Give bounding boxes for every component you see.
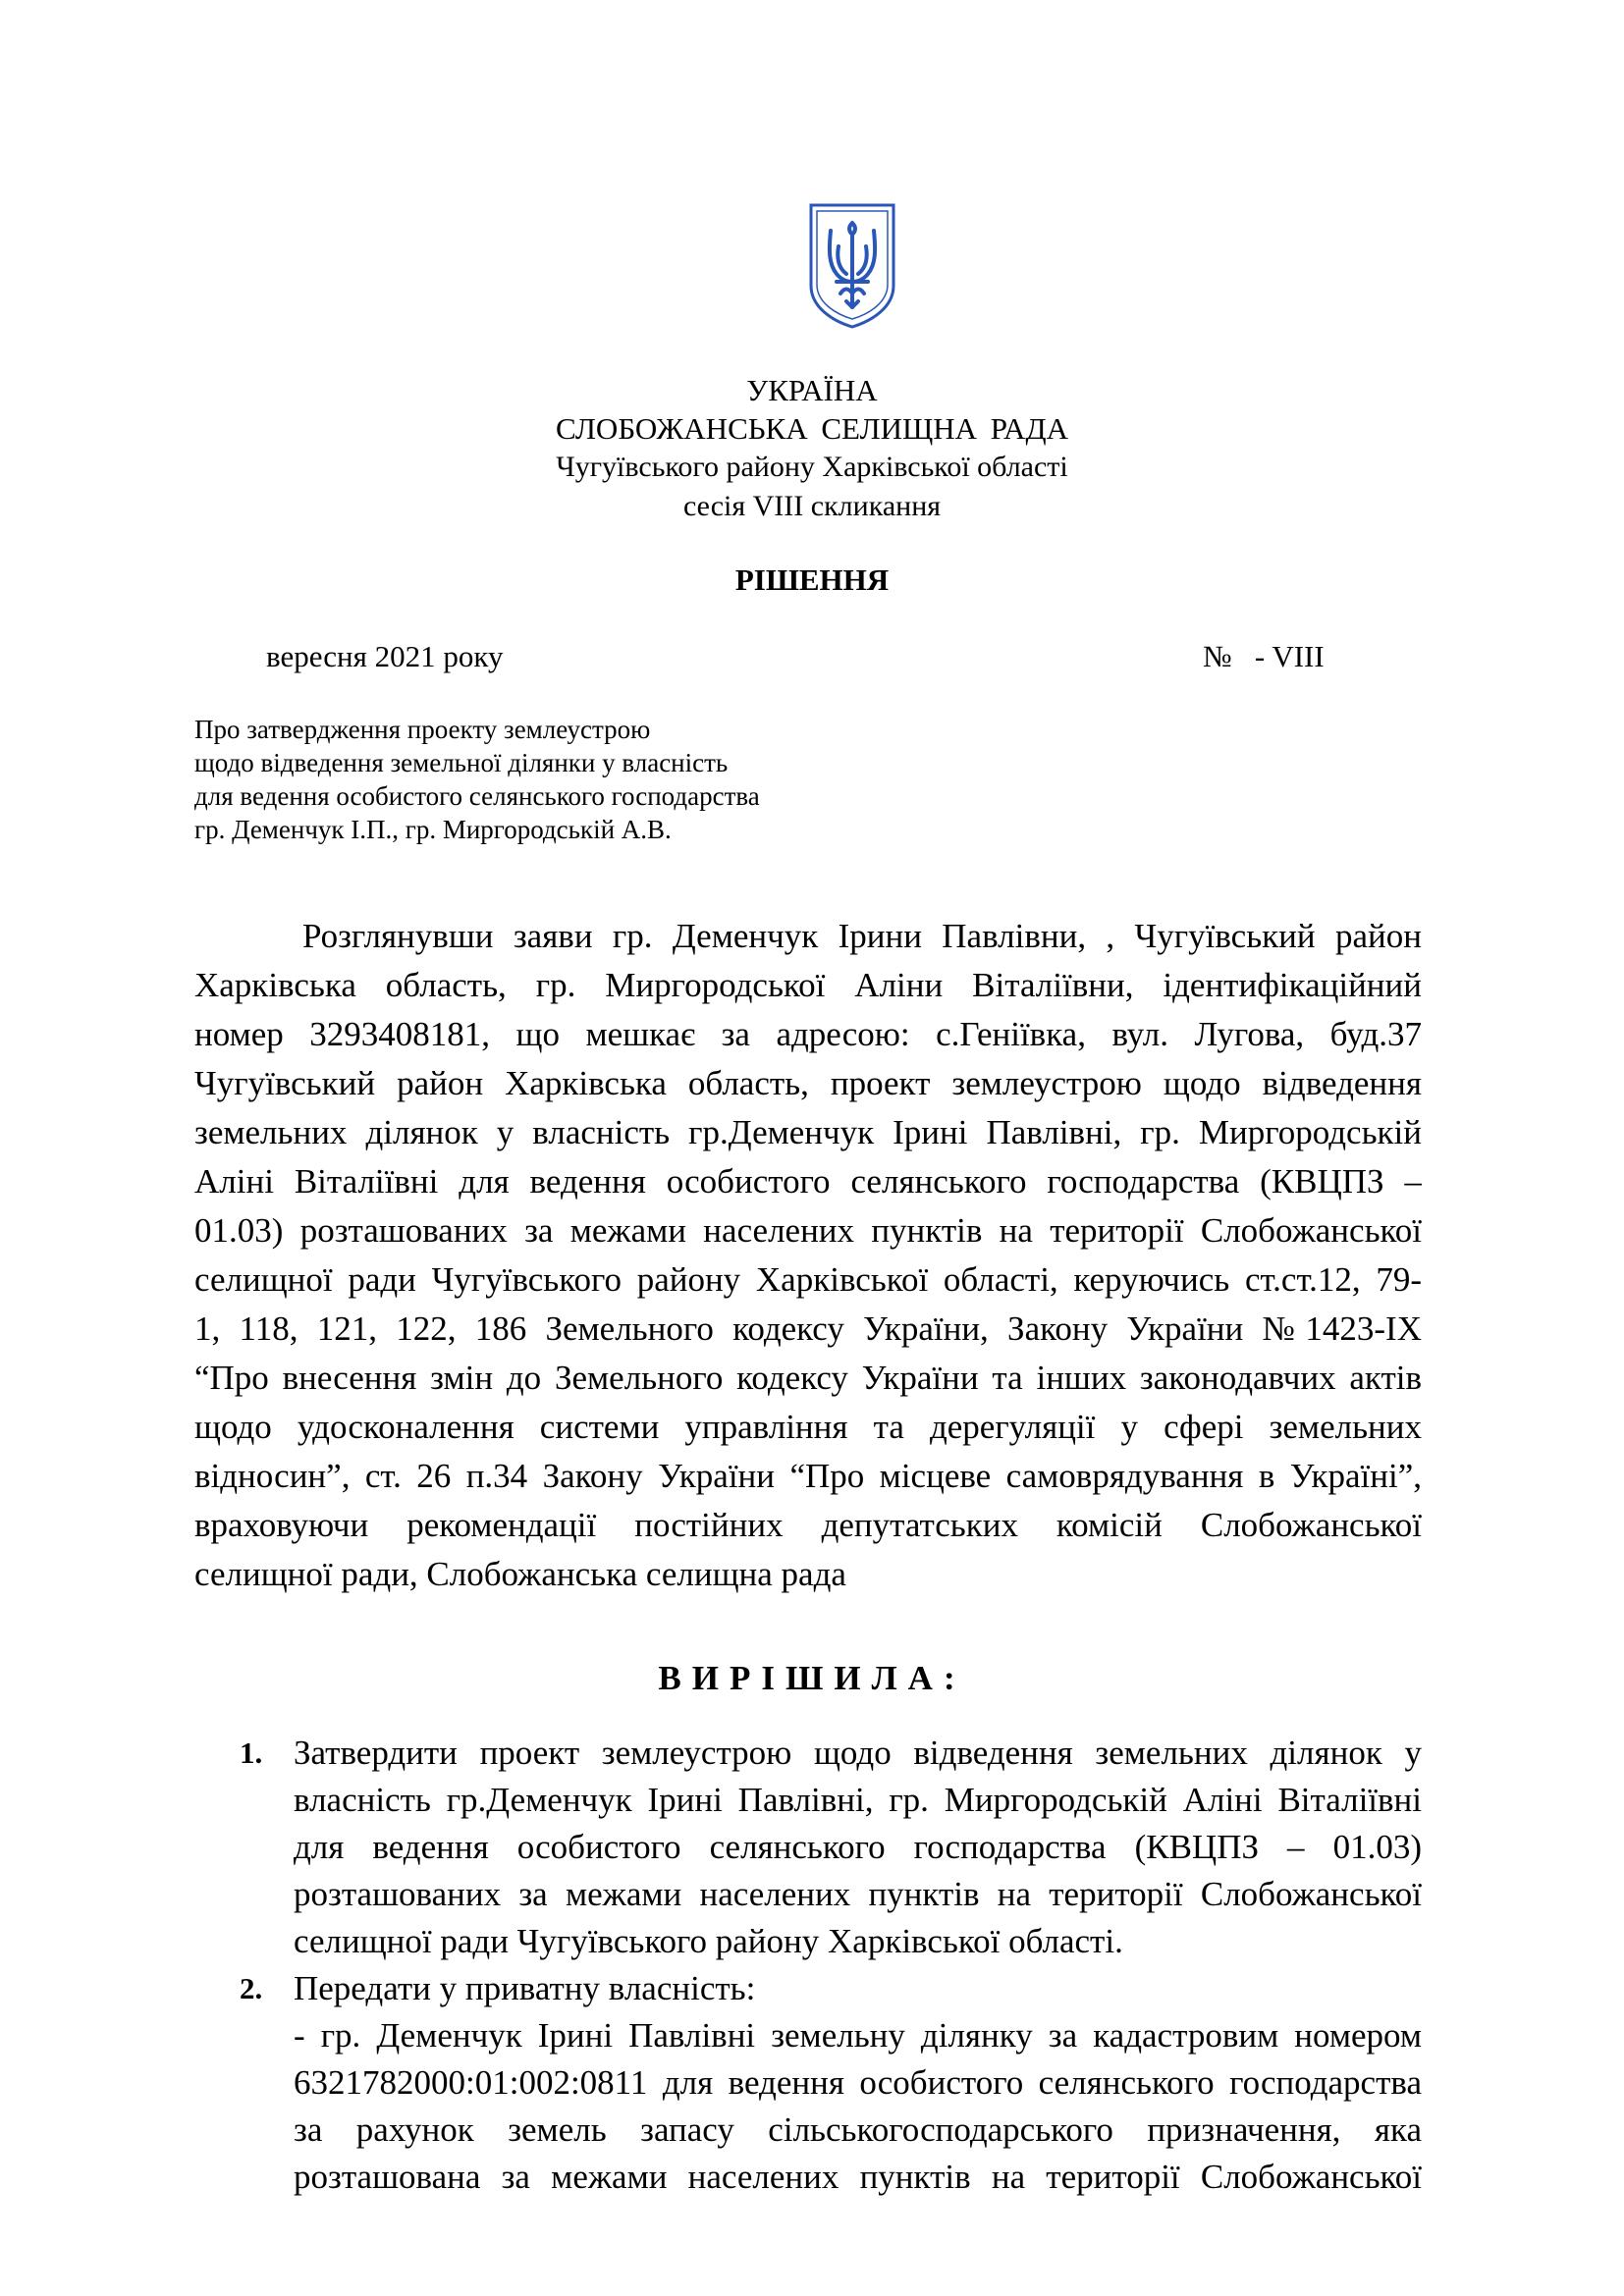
decision-items [240, 1730, 1422, 2201]
preamble-line: Чугуївський район Харківська область, проект землеустрою щодо відведення [194, 1064, 1422, 1102]
country-name: УКРАЇНА [746, 373, 878, 407]
coat-of-arms-icon [807, 201, 897, 330]
subject-line: для ведення особистого селянського господарства [194, 781, 760, 811]
council-name: СЛОБОЖАНСЬКА СЕЛИЩНА РАДА [556, 411, 1068, 446]
item-line: Затвердити проект землеустрою щодо відведення земельних ділянок у [294, 1734, 1422, 1772]
preamble-line: Харківська область, гр. Миргородської Аліни Віталіївни, ідентифікаційний [194, 966, 1422, 1004]
item-number: 1. [240, 1735, 263, 1770]
preamble-line: селищної ради Чугуївського району Харківської області, керуючись ст.ст.12, 79- [194, 1260, 1422, 1299]
item-line: розташованих за межами населених пунктів на території Слобожанської [294, 1875, 1422, 1913]
session-info: сесія VIII скликання [682, 490, 942, 522]
item-line: розташована за межами населених пунктів на території Слобожанської [294, 2158, 1422, 2196]
preamble-line: щодо удосконалення системи управління та дерегуляції у сфері земельних [194, 1408, 1422, 1446]
decision-item [240, 1730, 1422, 1965]
document-title: РІШЕННЯ [734, 562, 890, 597]
preamble-line: номер 3293408181, що мешкає за адресою: с.Геніївка, вул. Лугова, буд.37 [194, 1015, 1422, 1053]
preamble-line: Розглянувши заяви гр. Деменчук Ірини Павлівни, , Чугуївський район [302, 917, 1422, 955]
preamble-line: 1, 118, 121, 122, 186 Земельного кодексу України, Закону України №1423-IX [194, 1309, 1422, 1348]
preamble-line: “Про внесення змін до Земельного кодексу України та інших законодавчих актів [194, 1359, 1422, 1397]
preamble-paragraph [194, 912, 1422, 1599]
decision-item [240, 1965, 1422, 2201]
item-line: власність гр.Деменчук Ірині Павлівні, гр. Миргородській Аліні Віталіївні [294, 1781, 1422, 1819]
district-name: Чугуївського району Харківської області [556, 451, 1068, 483]
preamble-line: земельних ділянок у власність гр.Деменчук Ірині Павлівні, гр. Миргородській [194, 1113, 1422, 1151]
subject-line: Про затвердження проекту землеустрою [194, 715, 651, 744]
item-line: за рахунок земель запасу сільськогосподарського призначення, яка [294, 2110, 1422, 2149]
item-line: 6321782000:01:002:0811 для ведення особистого селянського господарства [294, 2063, 1422, 2102]
subject-block [194, 713, 760, 846]
item-line: Передати у приватну власність: [294, 1969, 756, 2007]
date-number-line [0, 637, 1624, 676]
preamble-line: Аліні Віталіївні для ведення особистого селянського господарства (КВЦПЗ – [194, 1162, 1422, 1201]
item-line: для ведення особистого селянського господарства (КВЦПЗ – 01.03) [294, 1828, 1422, 1866]
preamble-line: селищної ради, Слобожанська селищна рада [194, 1555, 846, 1593]
decision-date: вересня 2021 року [266, 639, 504, 673]
item-line: - гр. Деменчук Ірині Павлівні земельну ділянку за кадастровим номером [294, 2016, 1422, 2055]
item-line: селищної ради Чугуївського району Харківської області. [294, 1922, 1123, 1960]
preamble-line: 01.03) розташованих за межами населених пунктів на території Слобожанської [194, 1211, 1422, 1250]
preamble-line: враховуючи рекомендації постійних депутатських комісій Слобожанської [194, 1506, 1422, 1544]
decision-number: № - VIII [1203, 639, 1325, 673]
subject-line: щодо відведення земельної ділянки у власність [194, 748, 729, 777]
decided-heading: ВИРІШИЛА: [658, 1659, 966, 1697]
subject-line: гр. Деменчук І.П., гр. Миргородській А.В. [194, 815, 672, 844]
item-number: 2. [240, 1971, 263, 2005]
preamble-line: відносин”, ст. 26 п.34 Закону України “Про місцеве самоврядування в Україні”, [194, 1457, 1422, 1495]
